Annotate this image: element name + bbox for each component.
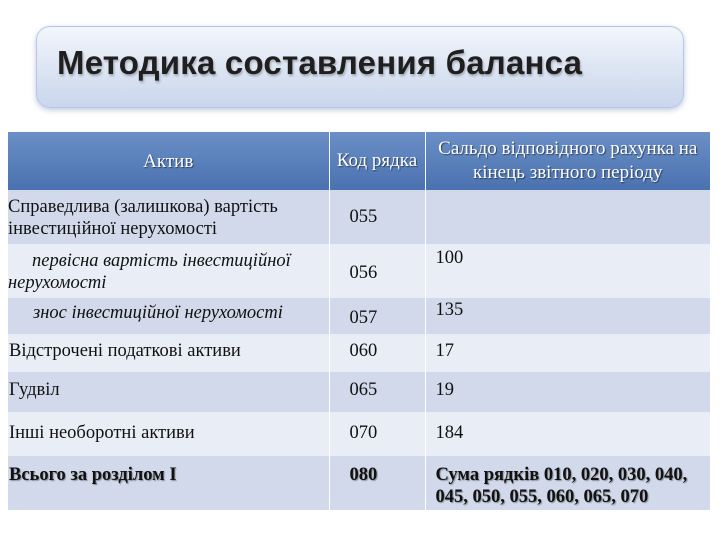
cell-balance: 19: [425, 372, 710, 412]
table-row: [8, 298, 710, 334]
table-row: [8, 190, 710, 244]
cell-asset: Всього за розділом I: [8, 456, 329, 510]
cell-asset: Гудвіл: [8, 372, 329, 412]
sub-item-label: первісна вартість інвестиційної нерухомості: [8, 251, 291, 293]
cell-balance: 184: [425, 412, 710, 456]
cell-code: 057: [329, 298, 425, 334]
cell-balance: [425, 190, 710, 244]
table-row: [8, 244, 710, 298]
table-row: [8, 412, 710, 456]
cell-code: 065: [329, 372, 425, 412]
cell-code: 056: [329, 244, 425, 298]
sub-item-label: знос інвестиційної нерухомості: [33, 303, 283, 323]
cell-code: 080: [329, 456, 425, 510]
cell-asset: Інші необоротні активи: [8, 412, 329, 456]
header-asset: Актив: [8, 132, 329, 190]
table-header-row: [8, 132, 710, 190]
cell-code: 070: [329, 412, 425, 456]
table-row: [8, 334, 710, 372]
header-balance: Сальдо відповідного рахунка на кінець звітного періоду: [425, 132, 710, 190]
cell-asset: Відстрочені податкові активи: [8, 334, 329, 372]
table-row: [8, 372, 710, 412]
cell-code: 055: [329, 190, 425, 244]
balance-table: [8, 132, 710, 510]
cell-balance: 135: [425, 298, 710, 334]
cell-asset: [8, 298, 329, 334]
cell-balance: 100: [425, 244, 710, 298]
table-row-total: [8, 456, 710, 510]
header-code: Код рядка: [329, 132, 425, 190]
title-banner: [36, 26, 684, 108]
cell-balance: 17: [425, 334, 710, 372]
page-title: Методика составления баланса: [57, 44, 583, 81]
cell-code: 060: [329, 334, 425, 372]
cell-balance: Сума рядків 010, 020, 030, 040, 045, 050, 055, 060, 065, 070: [425, 456, 710, 510]
cell-asset: Справедлива (залишкова) вартість інвестиційної нерухомості: [8, 190, 329, 244]
cell-asset: [8, 244, 329, 298]
